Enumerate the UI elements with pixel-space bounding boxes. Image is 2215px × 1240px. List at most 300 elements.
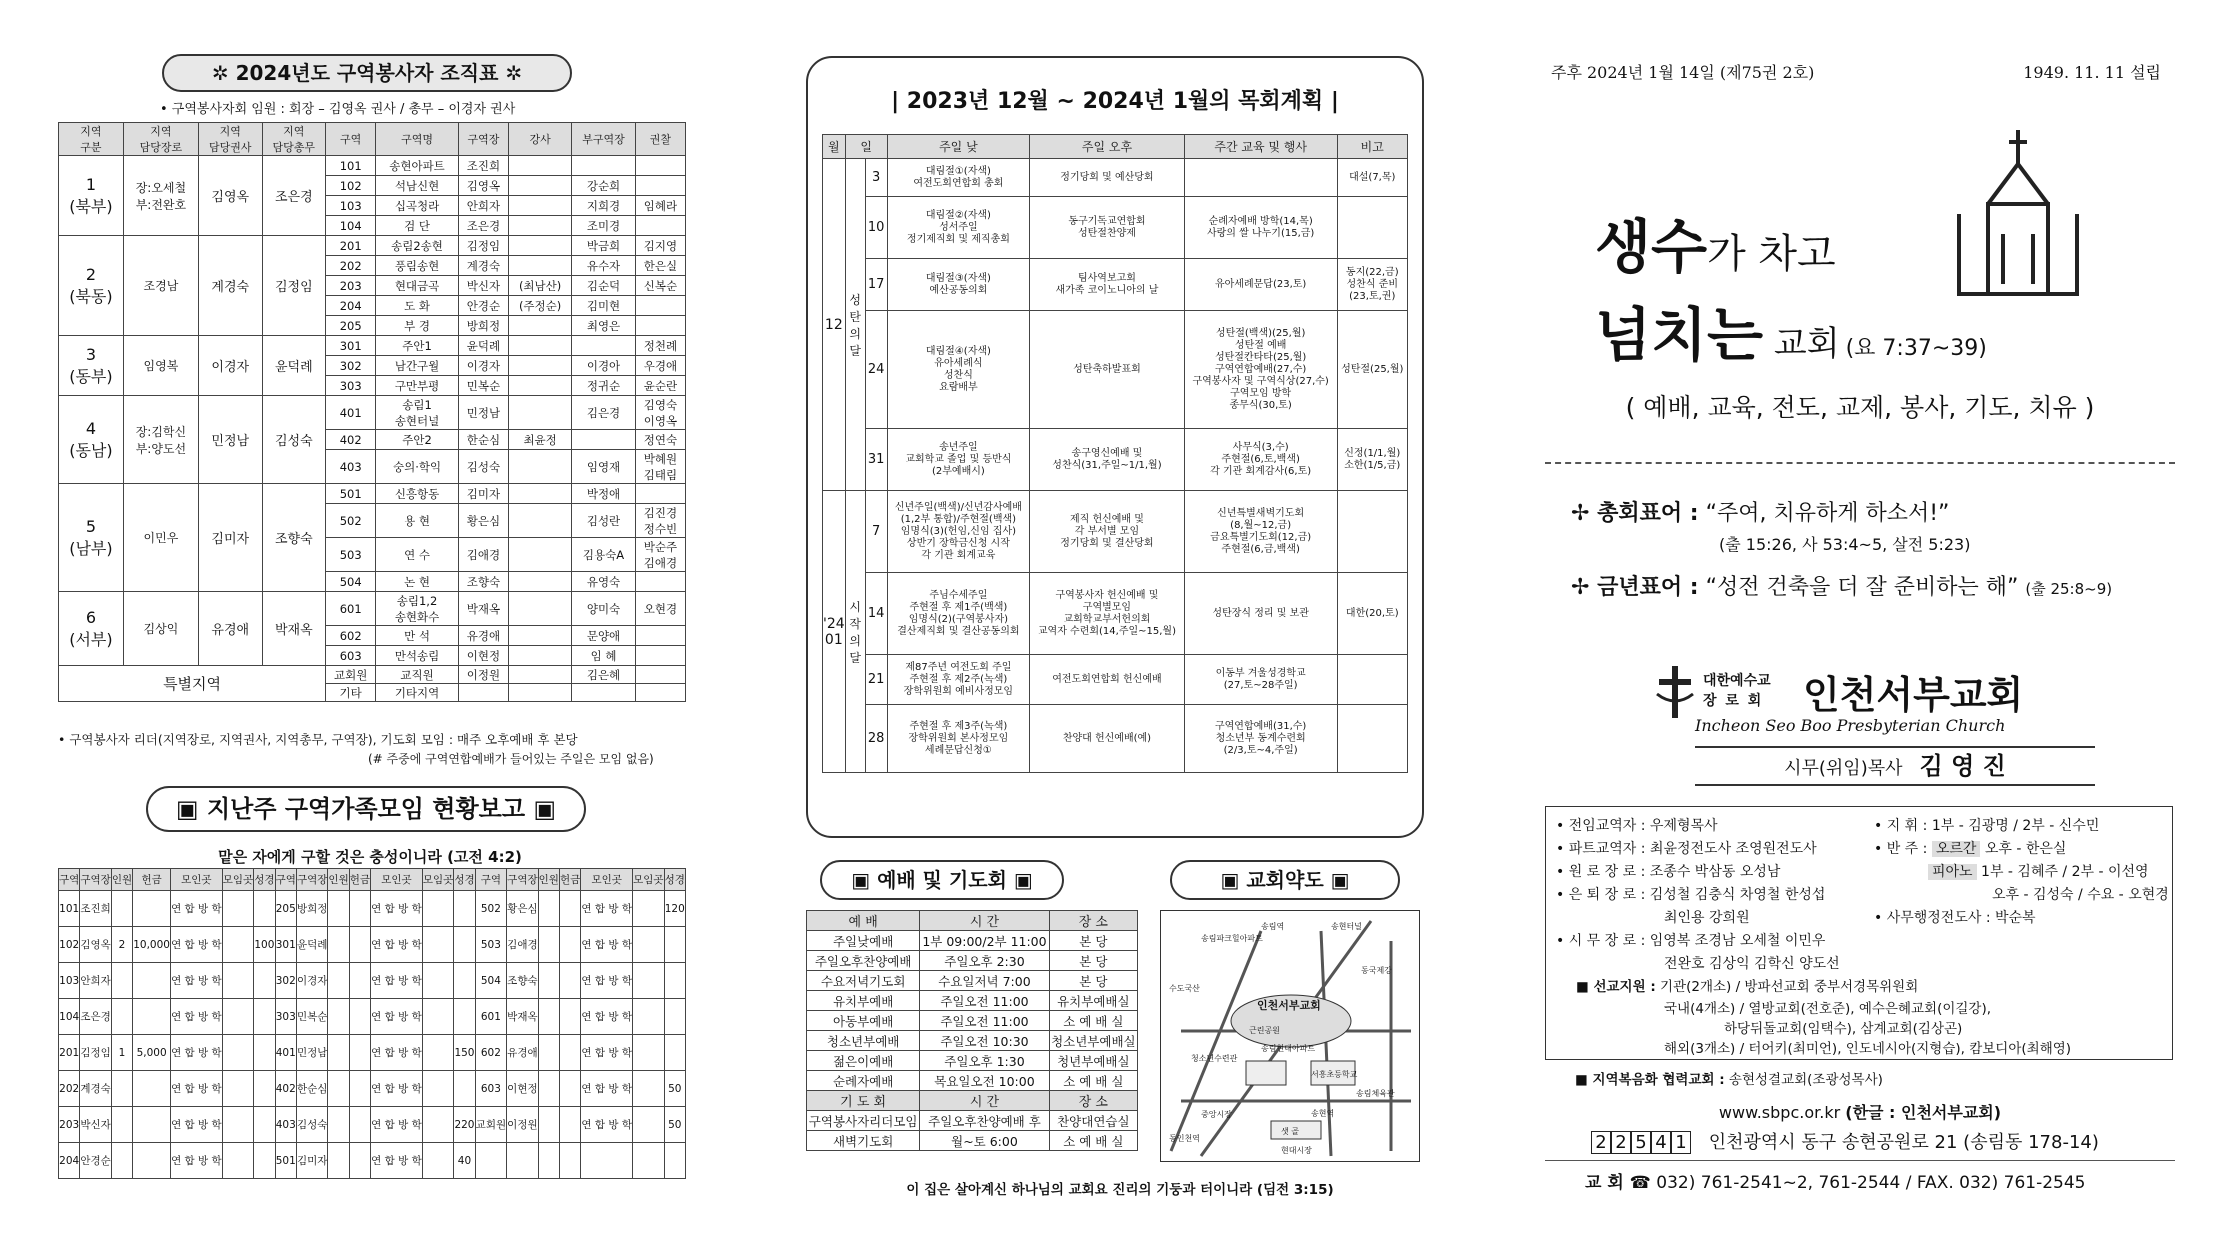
org-cell [508,450,571,484]
org-cell: 검 단 [376,216,459,236]
slogan-word2: 넘치는 [1595,301,1764,369]
report-header-cell: 모임곳 [422,869,454,891]
org-cell [635,626,685,646]
org-cell: 김성숙 [458,450,508,484]
report-cell: 유경애 [507,1035,539,1071]
zip-box: 5 [1631,1131,1651,1154]
mission [1576,977,1918,997]
report-cell [422,1107,454,1143]
org-cell: 정천례 [635,336,685,356]
map-drawing [1161,911,1419,1161]
plan-cell: 신년특별새벽기도회 (8,월~12,금) 금요특별기도회(12,금) 주현절(6,금,백색) [1184,491,1337,573]
plan-cell: 대림절④(자색) 유아세례식 성찬식 요람배부 [887,311,1029,429]
plan-cell: 제87주년 여전도회 주일 주현절 후 제2주(녹색) 장학위원회 예비사정모임 [887,655,1029,705]
staff-item: • 반 주 : [1874,841,1928,857]
table-row [59,156,686,176]
map-label: 송림역 [1261,922,1285,931]
map-label: 송현터널 [1331,922,1362,931]
org-cell: 양미숙 [572,592,636,626]
org-cell [635,572,685,592]
staff-item: • 파트교역자 : 최윤정전도사 조영원전도사 [1556,841,1817,857]
org-cell: 박신자 [458,276,508,296]
staff-item: • 은 퇴 장 로 : 김성철 김충식 차영철 한성섭 [1556,887,1826,903]
staff-item: 1부 - 김혜주 / 2부 - 이선영 [1981,864,2149,880]
table-row [807,1031,1138,1051]
worship-cell: 수요저녁기도회 [807,971,920,991]
org-header-cell: 지역 담당총무 [262,123,326,156]
report-cell: 연 합 방 학 [171,999,223,1035]
org-cell: 김애경 [458,538,508,572]
worship-cell: 본 당 [1049,931,1137,951]
worship-cell: 주일오후 1:30 [920,1051,1049,1071]
org-kwonsa: 유경애 [198,592,262,666]
plan-cell: 이동부 겨울성경학교 (27,토~28주일) [1184,655,1337,705]
issue-date: 주후 2024년 1월 14일 (제75권 2호) [1551,63,1815,82]
worship-header-cell: 장 소 [1049,1091,1137,1111]
org-cell: 303 [326,376,376,396]
map-label: 동국제강 [1361,966,1392,975]
worship-cell: 주일오전 11:00 [920,1011,1049,1031]
report-cell: 201 [59,1035,80,1071]
plan-header-cell: 비고 [1337,135,1407,159]
slogan-word2b: 교회 [1763,324,1840,364]
plan-cell: 구역봉사자 헌신예배 및 구역별모임 교회학교부서헌의회 교역자 수련회(14,주일~15,월) [1030,573,1185,655]
worship-header-cell: 시 간 [920,1091,1049,1111]
founded-date: 1949. 11. 11 설립 [2023,63,2161,82]
report-cell [222,1071,254,1107]
report-cell [422,999,454,1035]
worship-cell: 주일오후찬양예배 [807,951,920,971]
report-cell [254,999,275,1035]
report-cell: 박재옥 [507,999,539,1035]
report-verse: 맡은 자에게 구할 것은 충성이니라 (고전 4:2) [218,848,522,866]
map-label: 송현역 [1311,1109,1335,1118]
table-row [823,311,1408,429]
org-cell: (최남산) [508,276,571,296]
report-cell [328,1035,349,1071]
org-cell: 402 [326,430,376,450]
plan-month: '24 01 [823,491,846,773]
motto2 [1571,570,2112,601]
address-line [1591,1128,2099,1154]
org-cell: 강순희 [572,176,636,196]
report-cell: 303 [275,999,296,1035]
plan-cell: 정기당회 및 예산당회 [1030,159,1185,197]
zip-box: 4 [1651,1131,1671,1154]
report-cell [538,1107,559,1143]
map-label: 현대시장 [1281,1146,1312,1155]
church-name: 인천서부교회 [1803,673,2024,717]
motto2-text: “성전 건축을 더 잘 준비하는 해” [1705,575,2019,600]
report-header-cell: 모인곳 [171,869,223,891]
org-cell: 교회원 [326,666,376,684]
org-note1: • 구역봉사자 리더(지역장로, 지역권사, 지역총무, 구역장), 기도회 모임 : 매주 오후예배 후 본당 [58,732,578,747]
org-kwonsa: 민정남 [198,396,262,484]
plan-day: 21 [865,655,887,705]
report-cell [328,999,349,1035]
worship-table [806,910,1138,1151]
report-cell [422,963,454,999]
phone-label: 교 회 ☎ [1585,1173,1651,1193]
org-chongmu: 김정임 [262,236,326,336]
table-row [59,236,686,256]
report-cell [328,1071,349,1107]
staff-item: 오후 - 한은실 [1984,841,2067,857]
plan-table [822,134,1408,773]
org-cell: 윤순란 [635,376,685,396]
report-cell: 502 [475,891,507,927]
worship-cell: 주일오후찬양예배 후 [920,1111,1049,1131]
org-cell [635,684,685,702]
report-header-cell: 구역 [59,869,80,891]
org-cell [508,592,571,626]
worship-header-cell: 예 배 [807,911,920,931]
org-cell: 504 [326,572,376,592]
motto1 [1571,496,1949,527]
org-cell [572,336,636,356]
report-cell: 50 [664,1071,685,1107]
plan-cell: 대림절②(자색) 성서주일 정기제직회 및 제직총회 [887,197,1029,259]
report-cell [664,927,685,963]
plan-cell: 사무식(3,수) 주현절(6,토,백색) 각 기관 회계감사(6,토) [1184,429,1337,491]
plan-cell: 동지(22,금) 성찬식 준비 (23,토,권) [1337,259,1407,311]
report-cell [222,1035,254,1071]
report-cell: 601 [475,999,507,1035]
report-cell [222,891,254,927]
report-cell [664,999,685,1035]
org-cell: 십곡청라 [376,196,459,216]
org-cell [635,666,685,684]
phone-line [1585,1168,2085,1193]
worship-cell: 청소년부예배실 [1049,1031,1137,1051]
plan-day: 10 [865,197,887,259]
org-cell [635,156,685,176]
plan-cell: 대림절①(자색) 여전도회연합회 총회 [887,159,1029,197]
worship-cell: 유치부예배 [807,991,920,1011]
worship-cell: 본 당 [1049,971,1137,991]
report-cell [111,891,132,927]
org-cell: 이현정 [458,646,508,666]
table-row [807,991,1138,1011]
report-cell [254,1035,275,1071]
plan-day: 31 [865,429,887,491]
table-row [59,891,686,927]
report-cell [222,927,254,963]
table-row [807,1071,1138,1091]
report-cell: 100 [254,927,275,963]
table-row [59,963,686,999]
org-cell [508,216,571,236]
report-header-cell: 구역장 [80,869,112,891]
table-row [59,927,686,963]
org-header-cell: 권찰 [635,123,685,156]
org-cell: 최영은 [572,316,636,336]
report-cell: 204 [59,1143,80,1179]
report-cell [111,1107,132,1143]
org-cell: 박재옥 [458,592,508,626]
motto2-label: ✢ 금년표어 : [1571,575,1699,600]
table-row [807,1131,1138,1151]
org-cell [508,376,571,396]
plan-cell [1337,705,1407,773]
report-cell: 5,000 [133,1035,171,1071]
org-cell: 최윤정 [508,430,571,450]
report-cell [559,963,580,999]
org-cell: 신복순 [635,276,685,296]
table-row [59,484,686,504]
staff-item: 전완호 김상익 김학신 양도선 [1664,956,1840,972]
report-cell: 103 [59,963,80,999]
worship-title: ▣ 예배 및 기도회 ▣ [820,860,1064,900]
report-cell: 301 [275,927,296,963]
org-cell: 김영숙 이영옥 [635,396,685,430]
report-header-cell: 성경 [664,869,685,891]
report-cell: 연 합 방 학 [171,1071,223,1107]
worship-cell: 수요일저녁 7:00 [920,971,1049,991]
org-cell: 김은혜 [572,666,636,684]
plan-cell: 유아세례문답(23,토) [1184,259,1337,311]
map-label: 중앙시장 [1201,1110,1232,1119]
report-header-cell: 모인곳 [371,869,423,891]
report-header-cell: 헌금 [133,869,171,891]
plan-cell: 대설(7,목) [1337,159,1407,197]
org-cell [635,316,685,336]
report-cell [254,1071,275,1107]
report-table [58,868,686,1179]
org-cell: 601 [326,592,376,626]
worship-cell: 본 당 [1049,951,1137,971]
org-header-cell: 구역장 [458,123,508,156]
plan-cell: 송년주일 교회학교 졸업 및 등반식 (2부예배시) [887,429,1029,491]
report-cell [633,1143,665,1179]
org-cell: 한순심 [458,430,508,450]
worship-cell: 주일낮예배 [807,931,920,951]
org-cell: 602 [326,626,376,646]
map-label: 동인천역 [1169,1134,1200,1143]
plan-day: 24 [865,311,887,429]
org-cell [508,646,571,666]
worship-cell: 월~토 6:00 [920,1131,1049,1151]
report-cell: 김영옥 [80,927,112,963]
slogan-line2 [1595,288,1987,372]
org-cell [572,156,636,176]
org-chongmu: 박재옥 [262,592,326,666]
org-cell: 501 [326,484,376,504]
partner [1575,1068,1883,1088]
table-row [823,705,1408,773]
org-cell: 논 현 [376,572,459,592]
org-cell [635,176,685,196]
report-cell: 603 [475,1071,507,1107]
report-cell [328,963,349,999]
report-cell: 10,000 [133,927,171,963]
report-cell [633,1107,665,1143]
org-header-cell: 구역명 [376,123,459,156]
partner-label: ■ 지역복음화 협력교회 : [1575,1072,1725,1088]
report-cell [633,1071,665,1107]
table-row [807,1111,1138,1131]
org-cell [635,646,685,666]
org-cell: 안희자 [458,196,508,216]
org-header-cell: 구역 [326,123,376,156]
org-cell: 유영숙 [572,572,636,592]
report-cell: 조은경 [80,999,112,1035]
report-cell: 한순심 [296,1071,328,1107]
org-cell: 윤덕례 [458,336,508,356]
org-cell [635,484,685,504]
report-cell [349,1071,370,1107]
church-logo-icon [1953,124,2083,304]
org-cell: 김순덕 [572,276,636,296]
org-region: 4 (동남) [59,396,124,484]
report-cell: 박신자 [80,1107,112,1143]
report-cell [349,927,370,963]
map-label: 청소년수련관 [1191,1054,1238,1063]
org-region: 6 (서부) [59,592,124,666]
report-cell [559,1107,580,1143]
worship-cell: 아동부예배 [807,1011,920,1031]
org-cell: 송림2송현 [376,236,459,256]
org-cell: 임혜라 [635,196,685,216]
plan-header-cell: 월 [823,135,846,159]
org-cell: 박혜원 김태림 [635,450,685,484]
table-row [807,951,1138,971]
worship-cell: 유치부예배실 [1049,991,1137,1011]
report-cell [581,1143,633,1179]
report-cell [111,963,132,999]
report-cell: 연 합 방 학 [371,1035,423,1071]
map-label: 근린공원 [1249,1026,1280,1035]
report-cell: 연 합 방 학 [371,1071,423,1107]
report-cell [475,1143,507,1179]
org-cell: 기타지역 [376,684,459,702]
website-url[interactable]: www.sbpc.or.kr [1718,1103,1841,1122]
worship-header-cell: 시 간 [920,911,1049,931]
report-cell [538,1143,559,1179]
church-values: ( 예배, 교육, 전도, 교제, 봉사, 기도, 치유 ) [1625,393,2095,422]
org-cell: 신흥항동 [376,484,459,504]
report-header-cell: 헌금 [349,869,370,891]
report-cell: 402 [275,1071,296,1107]
org-cell [508,504,571,538]
table-row [823,197,1408,259]
org-cell: 정연숙 [635,430,685,450]
report-header-cell: 구역 [475,869,507,891]
report-cell: 연 합 방 학 [371,1143,423,1179]
mission-line: 국내(4개소) / 열방교회(전호준), 예수은혜교회(이길강), [1664,1001,1992,1017]
report-cell: 연 합 방 학 [581,999,633,1035]
report-cell [422,927,454,963]
church-map [1160,910,1420,1162]
report-cell: 민복순 [296,999,328,1035]
map-label: 서흥초등학교 [1311,1070,1358,1079]
org-cell: 우경애 [635,356,685,376]
plan-header-cell: 일 [845,135,887,159]
org-cell: 만석송림 [376,646,459,666]
org-cell: 숭의·학익 [376,450,459,484]
plan-cell: 동구기독교연합회 성탄절찬양제 [1030,197,1185,259]
staff-right [1874,815,2169,930]
worship-header-row [807,1091,1138,1111]
report-cell [133,999,171,1035]
report-cell [538,891,559,927]
plan-day: 3 [865,159,887,197]
org-cell: 김정임 [458,236,508,256]
report-cell: 교회원 [475,1107,507,1143]
map-label: 샛 골 [1281,1127,1299,1136]
worship-cell: 주일오후 2:30 [920,951,1049,971]
report-cell [111,999,132,1035]
org-chongmu: 조향숙 [262,484,326,592]
plan-cell: 성탄축하발표회 [1030,311,1185,429]
report-cell [633,963,665,999]
staff-item: 오후 - 김성숙 / 수요 - 오현경 [1992,887,2169,903]
org-cell: 만 석 [376,626,459,646]
report-cell [328,891,349,927]
report-cell [559,927,580,963]
org-cell: 401 [326,396,376,430]
report-cell [454,891,475,927]
worship-cell: 소 예 배 실 [1049,1011,1137,1031]
report-cell: 조진희 [80,891,112,927]
org-cell [635,216,685,236]
org-cell: 김용숙A [572,538,636,572]
report-cell: 연 합 방 학 [371,927,423,963]
worship-cell: 목요일오전 10:00 [920,1071,1049,1091]
map-label: 송림현대아파트 [1261,1044,1316,1053]
org-cell [508,572,571,592]
report-cell [422,1071,454,1107]
report-cell: 황은심 [507,891,539,927]
org-cell: 503 [326,538,376,572]
org-cell: 301 [326,336,376,356]
church-name-en: Incheon Seo Boo Presbyterian Church [1695,716,2006,735]
org-cell: 김진경 정수빈 [635,504,685,538]
website [1545,1100,2175,1123]
report-cell: 연 합 방 학 [171,1143,223,1179]
report-cell: 계경숙 [80,1071,112,1107]
staff-item: • 지 휘 : 1부 - 김광명 / 2부 - 신수민 [1874,818,2100,834]
org-cell: 황은심 [458,504,508,538]
report-cell: 150 [454,1035,475,1071]
org-cell [572,430,636,450]
worship-cell: 1부 09:00/2부 11:00 [920,931,1049,951]
table-row [807,1011,1138,1031]
org-cell: 김성란 [572,504,636,538]
org-chongmu: 김성숙 [262,396,326,484]
org-cell [508,396,571,430]
plan-day: 28 [865,705,887,773]
org-cell: 이정원 [458,666,508,684]
org-header-cell: 부구역장 [572,123,636,156]
worship-cell: 소 예 배 실 [1049,1071,1137,1091]
org-officers: • 구역봉사자회 임원 : 회장 – 김영옥 권사 / 총무 – 이경자 권사 [160,102,516,117]
org-cell [508,336,571,356]
report-header-cell: 구역장 [296,869,328,891]
report-header-cell: 헌금 [559,869,580,891]
org-cell: 기타 [326,684,376,702]
worship-cell: 소 예 배 실 [1049,1131,1137,1151]
report-header-cell: 인원 [328,869,349,891]
report-cell: 연 합 방 학 [371,891,423,927]
report-cell [559,891,580,927]
slogan-ref: (요 7:37~39) [1845,336,1987,361]
table-row [807,1051,1138,1071]
table-row [59,336,686,356]
report-cell: 연 합 방 학 [171,1107,223,1143]
org-cell: 임 혜 [572,646,636,666]
report-cell: 연 합 방 학 [371,963,423,999]
